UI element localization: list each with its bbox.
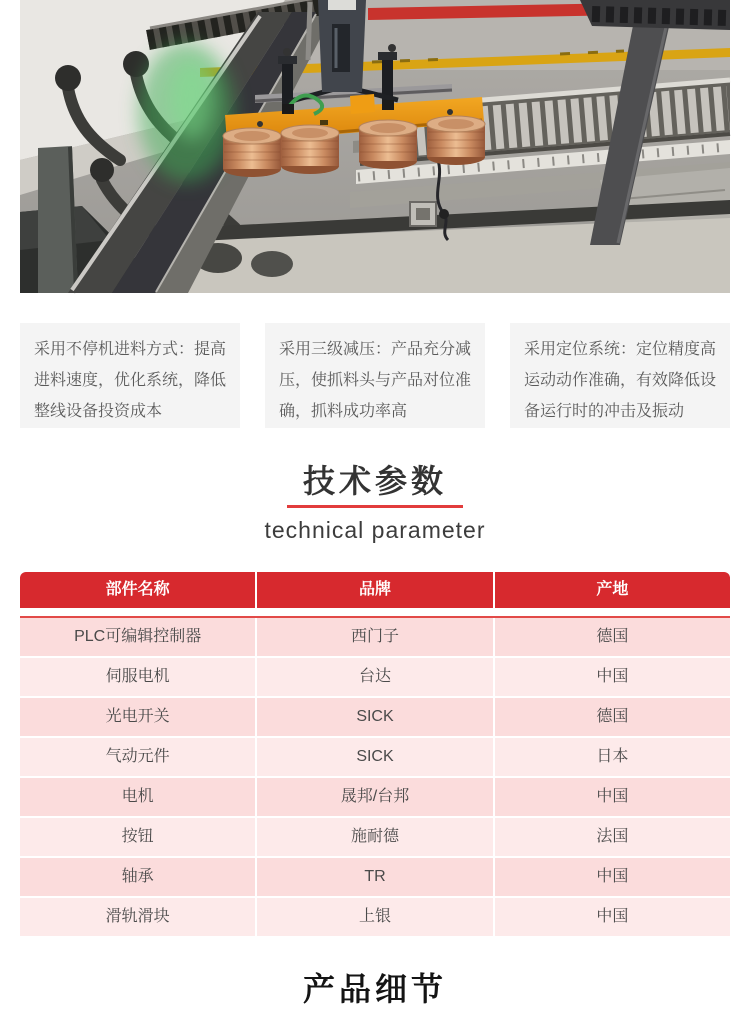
table-row bbox=[20, 738, 730, 778]
cell-brand: 施耐德 bbox=[255, 818, 492, 856]
column-header-brand: 品牌 bbox=[255, 572, 492, 608]
table-row bbox=[20, 858, 730, 898]
cell-part-name: 电机 bbox=[20, 778, 255, 816]
cell-origin: 中国 bbox=[493, 898, 730, 936]
cell-part-name: 按钮 bbox=[20, 818, 255, 856]
section-title-block bbox=[0, 461, 750, 544]
table-row bbox=[20, 698, 730, 738]
factory-photo-illustration bbox=[20, 0, 730, 293]
cell-brand: 台达 bbox=[255, 658, 492, 696]
section-title: 技术参数 bbox=[302, 463, 447, 499]
feature-card-text: 采用定位系统：定位精度高运动动作准确，有效降低设备运行时的冲击及振动 bbox=[524, 341, 717, 420]
cell-brand: 晟邦/台邦 bbox=[255, 778, 492, 816]
cell-part-name: 光电开关 bbox=[20, 698, 255, 736]
cell-brand: 上银 bbox=[255, 898, 492, 936]
feature-card-feeding bbox=[20, 323, 240, 428]
cell-brand: SICK bbox=[255, 698, 492, 736]
feature-card-positioning bbox=[510, 323, 730, 428]
table-header-row bbox=[20, 572, 730, 608]
feature-card-decompression bbox=[265, 323, 485, 428]
section-subtitle: technical parameter bbox=[264, 517, 486, 543]
table-row bbox=[20, 898, 730, 938]
cell-part-name: 气动元件 bbox=[20, 738, 255, 776]
table-row bbox=[20, 818, 730, 858]
title-underline-decoration bbox=[287, 505, 463, 508]
cell-origin: 中国 bbox=[493, 658, 730, 696]
cell-origin: 中国 bbox=[493, 858, 730, 896]
cell-part-name: 伺服电机 bbox=[20, 658, 255, 696]
cell-brand: TR bbox=[255, 858, 492, 896]
product-photo bbox=[20, 0, 730, 293]
cell-origin: 德国 bbox=[493, 618, 730, 656]
cell-origin: 中国 bbox=[493, 778, 730, 816]
table-row bbox=[20, 658, 730, 698]
parameters-table bbox=[20, 572, 730, 938]
next-section-title-partial: 产品细节 bbox=[302, 971, 447, 1007]
table-row bbox=[20, 618, 730, 658]
cell-origin: 日本 bbox=[493, 738, 730, 776]
cell-brand: SICK bbox=[255, 738, 492, 776]
column-header-part-name: 部件名称 bbox=[105, 581, 170, 598]
cell-part-name: 滑轨滑块 bbox=[20, 898, 255, 936]
feature-cards bbox=[20, 323, 730, 428]
cell-part-name: PLC可编辑控制器 bbox=[20, 618, 255, 656]
column-header-origin: 产地 bbox=[493, 572, 730, 608]
cell-origin: 法国 bbox=[493, 818, 730, 856]
table-row bbox=[20, 778, 730, 818]
feature-card-text: 采用三级减压：产品充分减压，使抓料头与产品对位准确，抓料成功率高 bbox=[279, 341, 472, 420]
cell-origin: 德国 bbox=[493, 698, 730, 736]
cell-part-name: 轴承 bbox=[20, 858, 255, 896]
table-body bbox=[20, 616, 730, 938]
cell-brand: 西门子 bbox=[255, 618, 492, 656]
feature-card-text: 采用不停机进料方式：提高进料速度，优化系统，降低整线设备投资成本 bbox=[34, 341, 227, 420]
